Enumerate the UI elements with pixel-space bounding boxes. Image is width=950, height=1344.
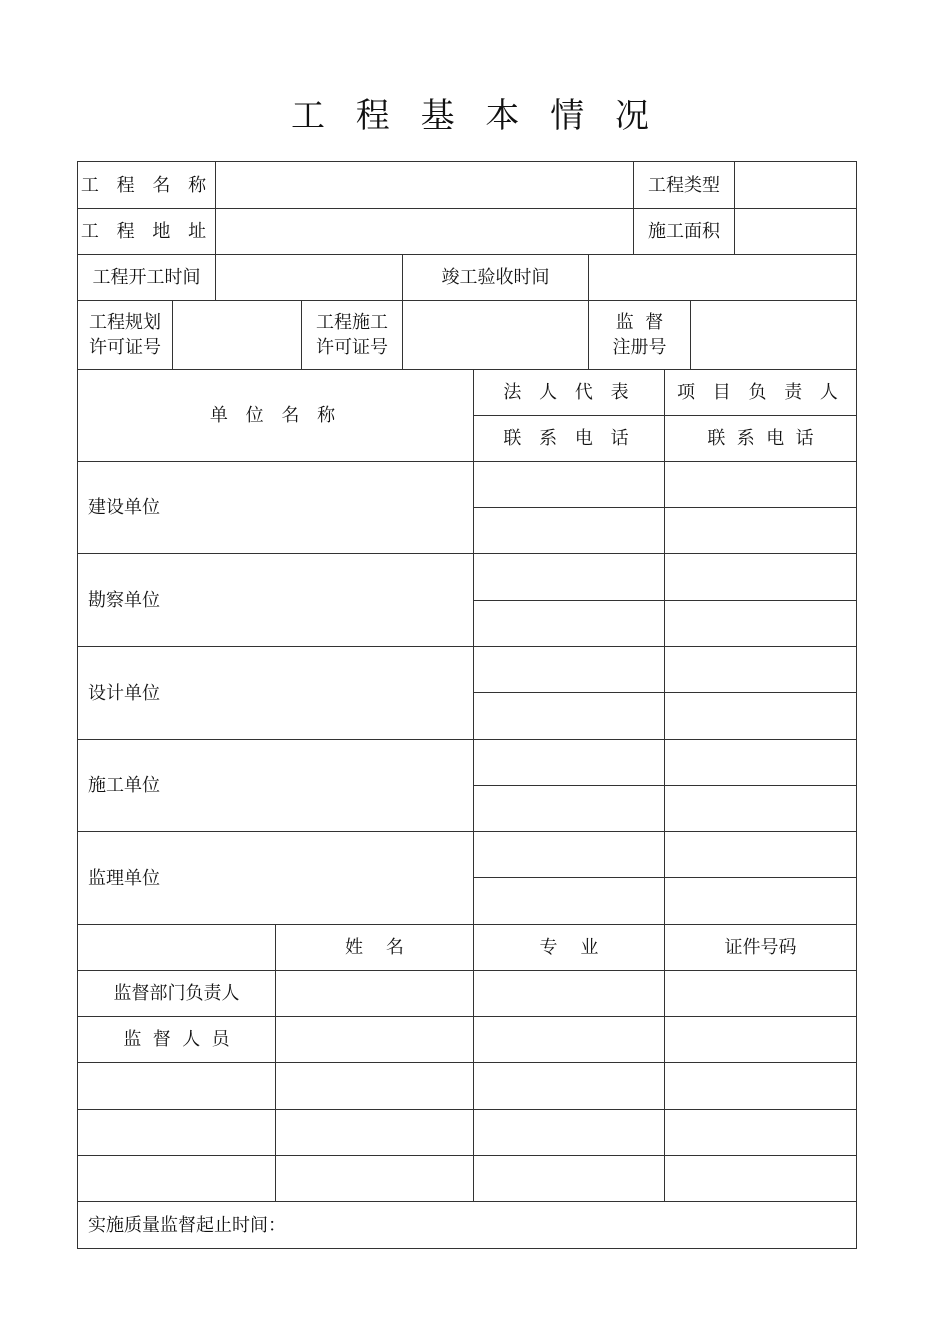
supervision-reg-field[interactable] (691, 301, 856, 369)
project-address-label: 工 程 地 址 (80, 221, 213, 242)
construction-permit-field[interactable] (403, 301, 588, 369)
supervision-reg-label-line2: 注册号 (612, 337, 667, 358)
project-address-field[interactable] (216, 209, 633, 254)
cert-number-column-header: 证件号码 (724, 937, 797, 958)
dept-head-label: 监督部门负责人 (113, 983, 240, 1004)
planning-permit-label-line1: 工程规划 (89, 312, 161, 333)
phone-header-1: 联 系 电 话 (503, 428, 635, 449)
page-title: 工 程 基 本 情 况 (290, 96, 660, 136)
start-time-field[interactable] (216, 255, 402, 300)
planning-permit-label (78, 301, 172, 369)
construction-permit-label-line2: 许可证号 (316, 337, 388, 358)
supervision-reg-label (589, 301, 690, 369)
project-leader-header: 项 目 负 责 人 (677, 382, 844, 403)
project-name-field[interactable] (216, 162, 633, 208)
phone-header-2: 联 系 电 话 (707, 428, 814, 449)
acceptance-time-label: 竣工验收时间 (441, 267, 550, 288)
unit-name-header: 单 位 名 称 (209, 405, 342, 426)
unit-row-survey: 勘察单位 (88, 589, 160, 611)
unit-row-builder: 施工单位 (88, 775, 160, 796)
planning-permit-field[interactable] (173, 301, 301, 369)
name-column-header: 姓 名 (345, 937, 404, 958)
supervision-period-label: 实施质量监督起止时间： (88, 1214, 286, 1236)
major-column-header: 专 业 (539, 937, 599, 958)
construction-permit-label (302, 301, 402, 369)
unit-row-design: 设计单位 (88, 682, 160, 704)
supervision-reg-label-line1: 监 督 (615, 312, 664, 333)
construction-area-field[interactable] (735, 209, 856, 254)
project-type-field[interactable] (735, 162, 856, 208)
project-type-label: 工程类型 (648, 174, 720, 196)
unit-row-construction: 建设单位 (88, 497, 160, 518)
unit-row-supervisor: 监理单位 (88, 867, 160, 889)
construction-area-label: 施工面积 (648, 221, 720, 242)
supervision-staff-label: 监 督 人 员 (123, 1029, 230, 1050)
construction-permit-label-line1: 工程施工 (316, 312, 388, 333)
acceptance-time-field[interactable] (589, 255, 856, 300)
project-name-label: 工 程 名 称 (80, 174, 213, 196)
planning-permit-label-line2: 许可证号 (89, 337, 161, 358)
supervision-header-blank (78, 925, 275, 970)
legal-rep-header: 法 人 代 表 (503, 382, 635, 403)
start-time-label: 工程开工时间 (92, 267, 201, 288)
